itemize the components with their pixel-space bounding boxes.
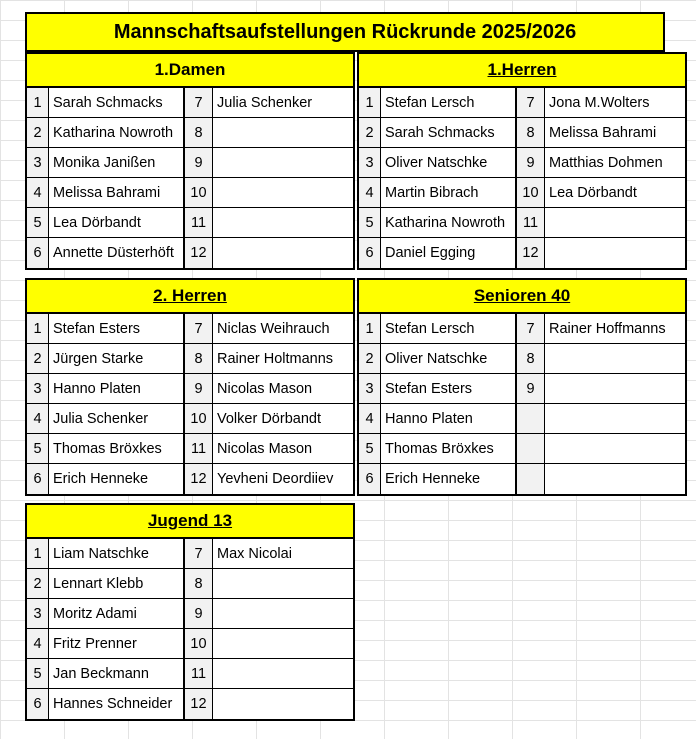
player-number-cell[interactable]: 5 bbox=[359, 208, 381, 238]
player-name-cell[interactable]: Nicolas Mason bbox=[213, 434, 353, 464]
player-name-cell[interactable] bbox=[213, 569, 353, 599]
team-header[interactable] bbox=[357, 52, 687, 88]
player-number-cell[interactable]: 3 bbox=[27, 148, 49, 178]
player-number-cell[interactable]: 10 bbox=[185, 629, 213, 659]
team-roster-grid bbox=[357, 88, 687, 270]
player-name-cell[interactable]: Jan Beckmann bbox=[49, 659, 185, 689]
player-number-cell[interactable]: 12 bbox=[517, 238, 545, 268]
player-number-cell[interactable]: 9 bbox=[185, 148, 213, 178]
player-number-cell[interactable]: 5 bbox=[27, 208, 49, 238]
player-number-cell[interactable]: 6 bbox=[27, 464, 49, 494]
player-name-cell[interactable] bbox=[545, 434, 685, 464]
player-number-cell[interactable] bbox=[517, 434, 545, 464]
player-name-cell[interactable]: Jürgen Starke bbox=[49, 344, 185, 374]
team-header[interactable] bbox=[25, 278, 355, 314]
player-number-cell[interactable]: 6 bbox=[27, 238, 49, 268]
player-name-cell[interactable] bbox=[213, 629, 353, 659]
player-number-cell[interactable]: 8 bbox=[517, 344, 545, 374]
player-number-cell[interactable]: 5 bbox=[359, 434, 381, 464]
player-name-cell[interactable]: Lea Dörbandt bbox=[545, 178, 685, 208]
player-name-cell[interactable] bbox=[213, 238, 353, 268]
team-roster-grid bbox=[25, 88, 355, 270]
player-name-cell[interactable]: Lea Dörbandt bbox=[49, 208, 185, 238]
player-number-cell[interactable]: 11 bbox=[517, 208, 545, 238]
player-number-cell[interactable]: 6 bbox=[27, 689, 49, 719]
team-name: Senioren 40 bbox=[473, 286, 571, 305]
player-number-cell[interactable]: 8 bbox=[185, 344, 213, 374]
player-name-cell[interactable]: Stefan Esters bbox=[49, 314, 185, 344]
player-number-cell[interactable]: 1 bbox=[359, 314, 381, 344]
player-name-cell[interactable]: Katharina Nowroth bbox=[49, 118, 185, 148]
player-name-cell[interactable] bbox=[545, 404, 685, 434]
player-number-cell[interactable]: 7 bbox=[185, 539, 213, 569]
player-number-cell[interactable]: 11 bbox=[185, 659, 213, 689]
player-number-cell[interactable]: 9 bbox=[517, 374, 545, 404]
player-name-cell[interactable]: Martin Bibrach bbox=[381, 178, 517, 208]
team-name: Jugend 13 bbox=[147, 511, 233, 530]
player-name-cell[interactable]: Hanno Platen bbox=[381, 404, 517, 434]
player-number-cell[interactable]: 11 bbox=[185, 434, 213, 464]
player-name-cell[interactable]: Stefan Lersch bbox=[381, 314, 517, 344]
player-name-cell[interactable]: Volker Dörbandt bbox=[213, 404, 353, 434]
player-number-cell[interactable]: 4 bbox=[359, 178, 381, 208]
player-name-cell[interactable]: Monika Janißen bbox=[49, 148, 185, 178]
player-number-cell[interactable]: 3 bbox=[27, 599, 49, 629]
player-number-cell[interactable]: 1 bbox=[27, 314, 49, 344]
player-number-cell[interactable]: 3 bbox=[359, 148, 381, 178]
player-number-cell[interactable]: 2 bbox=[27, 344, 49, 374]
player-name-cell[interactable]: Rainer Hoffmanns bbox=[545, 314, 685, 344]
player-name-cell[interactable]: Daniel Egging bbox=[381, 238, 517, 268]
player-number-cell[interactable]: 7 bbox=[185, 314, 213, 344]
player-number-cell[interactable]: 12 bbox=[185, 464, 213, 494]
player-name-cell[interactable]: Matthias Dohmen bbox=[545, 148, 685, 178]
player-number-cell[interactable]: 7 bbox=[517, 88, 545, 118]
player-name-cell[interactable]: Rainer Holtmanns bbox=[213, 344, 353, 374]
player-number-cell[interactable] bbox=[517, 464, 545, 494]
player-number-cell[interactable]: 1 bbox=[359, 88, 381, 118]
player-name-cell[interactable]: Melissa Bahrami bbox=[49, 178, 185, 208]
player-name-cell[interactable] bbox=[213, 689, 353, 719]
player-name-cell[interactable]: Melissa Bahrami bbox=[545, 118, 685, 148]
team-block bbox=[25, 503, 355, 721]
player-name-cell[interactable] bbox=[213, 118, 353, 148]
player-name-cell[interactable]: Stefan Esters bbox=[381, 374, 517, 404]
player-number-cell[interactable]: 4 bbox=[27, 404, 49, 434]
player-name-cell[interactable] bbox=[545, 208, 685, 238]
player-name-cell[interactable] bbox=[545, 344, 685, 374]
team-block bbox=[25, 52, 355, 270]
player-number-cell[interactable]: 12 bbox=[185, 689, 213, 719]
player-name-cell[interactable]: Thomas Bröxkes bbox=[49, 434, 185, 464]
player-number-cell[interactable]: 12 bbox=[185, 238, 213, 268]
player-name-cell[interactable]: Erich Henneke bbox=[49, 464, 185, 494]
player-number-cell[interactable]: 9 bbox=[185, 374, 213, 404]
player-name-cell[interactable]: Nicolas Mason bbox=[213, 374, 353, 404]
sheet-title[interactable]: Mannschaftsaufstellungen Rückrunde 2025/2026 bbox=[25, 12, 665, 52]
player-number-cell[interactable] bbox=[517, 404, 545, 434]
player-name-cell[interactable] bbox=[545, 374, 685, 404]
player-name-cell[interactable] bbox=[545, 464, 685, 494]
player-name-cell[interactable]: Katharina Nowroth bbox=[381, 208, 517, 238]
player-name-cell[interactable]: Julia Schenker bbox=[213, 88, 353, 118]
player-name-cell[interactable]: Julia Schenker bbox=[49, 404, 185, 434]
player-number-cell[interactable]: 3 bbox=[359, 374, 381, 404]
player-number-cell[interactable]: 1 bbox=[27, 539, 49, 569]
player-number-cell[interactable]: 2 bbox=[359, 118, 381, 148]
player-name-cell[interactable]: Hanno Platen bbox=[49, 374, 185, 404]
player-name-cell[interactable]: Erich Henneke bbox=[381, 464, 517, 494]
player-number-cell[interactable]: 8 bbox=[185, 118, 213, 148]
team-roster-grid bbox=[25, 539, 355, 721]
player-number-cell[interactable]: 9 bbox=[517, 148, 545, 178]
player-name-cell[interactable]: Max Nicolai bbox=[213, 539, 353, 569]
team-name: 1.Damen bbox=[154, 60, 226, 79]
player-name-cell[interactable]: Stefan Lersch bbox=[381, 88, 517, 118]
player-number-cell[interactable]: 10 bbox=[185, 178, 213, 208]
team-roster-grid bbox=[25, 314, 355, 496]
player-name-cell[interactable]: Oliver Natschke bbox=[381, 344, 517, 374]
player-name-cell[interactable]: Jona M.Wolters bbox=[545, 88, 685, 118]
player-name-cell[interactable]: Thomas Bröxkes bbox=[381, 434, 517, 464]
player-number-cell[interactable]: 4 bbox=[27, 178, 49, 208]
player-number-cell[interactable]: 2 bbox=[359, 344, 381, 374]
team-header[interactable] bbox=[357, 278, 687, 314]
player-number-cell[interactable]: 7 bbox=[185, 88, 213, 118]
player-number-cell[interactable]: 6 bbox=[359, 464, 381, 494]
player-name-cell[interactable] bbox=[213, 599, 353, 629]
player-name-cell[interactable]: Annette Düsterhöft bbox=[49, 238, 185, 268]
player-number-cell[interactable]: 8 bbox=[517, 118, 545, 148]
team-block bbox=[357, 278, 687, 496]
player-number-cell[interactable]: 7 bbox=[517, 314, 545, 344]
player-name-cell[interactable]: Niclas Weihrauch bbox=[213, 314, 353, 344]
player-name-cell[interactable] bbox=[545, 238, 685, 268]
player-name-cell[interactable] bbox=[213, 659, 353, 689]
player-name-cell[interactable]: Oliver Natschke bbox=[381, 148, 517, 178]
player-number-cell[interactable]: 2 bbox=[27, 569, 49, 599]
player-number-cell[interactable]: 10 bbox=[185, 404, 213, 434]
team-header[interactable] bbox=[25, 503, 355, 539]
player-number-cell[interactable]: 2 bbox=[27, 118, 49, 148]
player-name-cell[interactable]: Sarah Schmacks bbox=[381, 118, 517, 148]
player-name-cell[interactable] bbox=[213, 178, 353, 208]
player-name-cell[interactable] bbox=[213, 148, 353, 178]
player-number-cell[interactable]: 1 bbox=[27, 88, 49, 118]
player-name-cell[interactable]: Hannes Schneider bbox=[49, 689, 185, 719]
player-number-cell[interactable]: 9 bbox=[185, 599, 213, 629]
player-name-cell[interactable]: Lennart Klebb bbox=[49, 569, 185, 599]
player-name-cell[interactable]: Moritz Adami bbox=[49, 599, 185, 629]
team-block bbox=[357, 52, 687, 270]
player-number-cell[interactable]: 3 bbox=[27, 374, 49, 404]
player-name-cell[interactable]: Sarah Schmacks bbox=[49, 88, 185, 118]
player-number-cell[interactable]: 8 bbox=[185, 569, 213, 599]
player-number-cell[interactable]: 10 bbox=[517, 178, 545, 208]
player-name-cell[interactable]: Liam Natschke bbox=[49, 539, 185, 569]
team-name: 2. Herren bbox=[153, 286, 227, 305]
player-number-cell[interactable]: 4 bbox=[359, 404, 381, 434]
team-header[interactable] bbox=[25, 52, 355, 88]
team-block bbox=[25, 278, 355, 496]
player-number-cell[interactable]: 4 bbox=[27, 629, 49, 659]
player-number-cell[interactable]: 6 bbox=[359, 238, 381, 268]
player-number-cell[interactable]: 5 bbox=[27, 659, 49, 689]
player-number-cell[interactable]: 5 bbox=[27, 434, 49, 464]
team-name: 1.Herren bbox=[487, 60, 557, 79]
player-name-cell[interactable]: Fritz Prenner bbox=[49, 629, 185, 659]
team-roster-grid bbox=[357, 314, 687, 496]
player-name-cell[interactable]: Yevheni Deordiiev bbox=[217, 471, 334, 487]
player-name-cell[interactable] bbox=[213, 208, 353, 238]
player-number-cell[interactable]: 11 bbox=[185, 208, 213, 238]
